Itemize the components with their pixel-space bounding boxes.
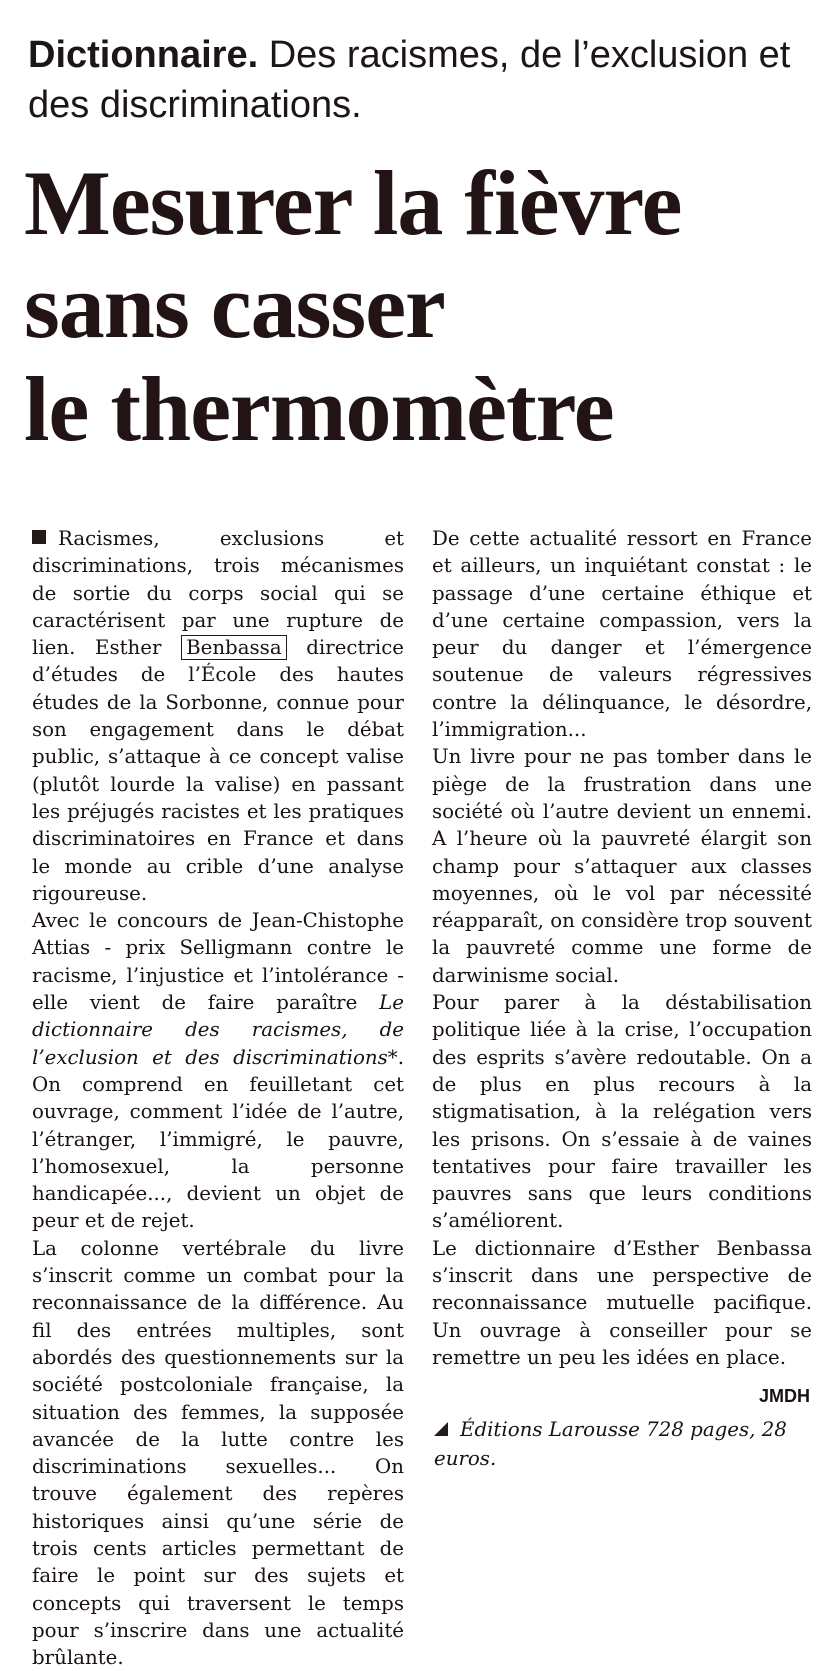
- bullet-square-icon: [32, 530, 46, 544]
- paragraph-conclusion: Le dictionnaire d’Esther Benbassa s’inscrit dans une perspective de reconnaissance mutuelle pacifique. Un ouvrage à conseiller pour se remettre un peu les idées en place.: [432, 1236, 812, 1369]
- book-text-start: Avec le concours de Jean-Chistophe Attias - prix Selligmann contre le racisme, l’injustice et l’intolérance - elle vient de faire paraître: [32, 909, 404, 1015]
- paragraph-backbone: La colonne vertébrale du livre s’inscrit comme un combat pour la reconnaissance de la différence. Au fil des entrées multiples, sont abordés des questionnements sur la société postcoloniale française, la situation des femmes, la supposée avancée de la lutte contre les discriminations sexuelles... On trouve également des repères historiques ainsi qu’une série de trois cents articles permettant de faire le point sur des sujets et concepts qui traversent le temps pour s’inscrire dans une actualité brûlante.: [32, 1236, 404, 1670]
- headline: [24, 152, 824, 461]
- book-text-end: . On comprend en feuilletant cet ouvrage, comment l’idée de l’autre, l’étranger, l’immigré, le pauvre, l’homosexuel, la personne handicapée..., devient un objet de peur et de rejet.: [32, 1045, 404, 1233]
- paragraph-crisis: Pour parer à la déstabilisation politique liée à la crise, l’occupation des esprits s’avère redoutable. On a de plus en plus recours à la stigmatisation, à la relégation vers les prisons. On s’essaie à de vaines tentatives pour faire travailler les pauvres sans que leurs conditions s’améliorent.: [432, 991, 812, 1233]
- intro-text-start: Racismes, exclusions et discriminations, trois mécanismes de sortie du corps social qui se caractérisent par une rupture de lien. Esther: [32, 527, 404, 660]
- author-signature: JMDH: [758, 1386, 810, 1407]
- paragraph-poverty: Un livre pour ne pas tomber dans le piège de la frustration dans une société où l’autre devient un ennemi. A l’heure où la pauvreté élargit son champ pour s’attaquer aux classes moyennes, où le vol par nécessité réapparaît, on considère trop souvent la pauvreté comme une forme de darwinisme social.: [432, 745, 812, 987]
- publisher-info: [432, 1415, 812, 1473]
- author-name-box: Benbassa: [181, 635, 287, 660]
- book-title: Le dictionnaire des racismes, de l’exclusion et des discriminations*: [32, 991, 404, 1069]
- kicker-label: Dictionnaire.: [28, 34, 259, 76]
- headline-line-3: le thermomètre: [24, 358, 614, 460]
- article-column-left: [32, 525, 404, 1671]
- headline-line-2: sans casser: [24, 255, 445, 357]
- triangle-marker-icon: [434, 1422, 448, 1436]
- paragraph-book: [32, 907, 404, 1235]
- headline-line-1: Mesurer la fièvre: [24, 152, 682, 254]
- kicker: [28, 30, 818, 130]
- publisher-text: Éditions Larousse 728 pages, 28 euros.: [434, 1417, 787, 1470]
- article-column-right: [432, 525, 812, 1473]
- paragraph-intro: [32, 525, 404, 907]
- kicker-subtitle: Des racismes, de l’exclusion et des discriminations.: [28, 34, 791, 126]
- paragraph-actuality: De cette actualité ressort en France et ailleurs, un inquiétant constat : le passage d’une certaine éthique et d’une certaine compassion, vers la peur du danger et l’émergence soutenue de valeurs régressives contre la délinquance, le désordre, l’immigration...: [432, 527, 812, 742]
- intro-text-end: directrice d’études de l’École des hautes études de la Sorbonne, connue pour son engagement dans le débat public, s’attaque à ce concept valise (plutôt lourde la valise) en passant les préjugés racistes et les pratiques discriminatoires en France et dans le monde au crible d’une analyse rigoureuse.: [32, 636, 404, 905]
